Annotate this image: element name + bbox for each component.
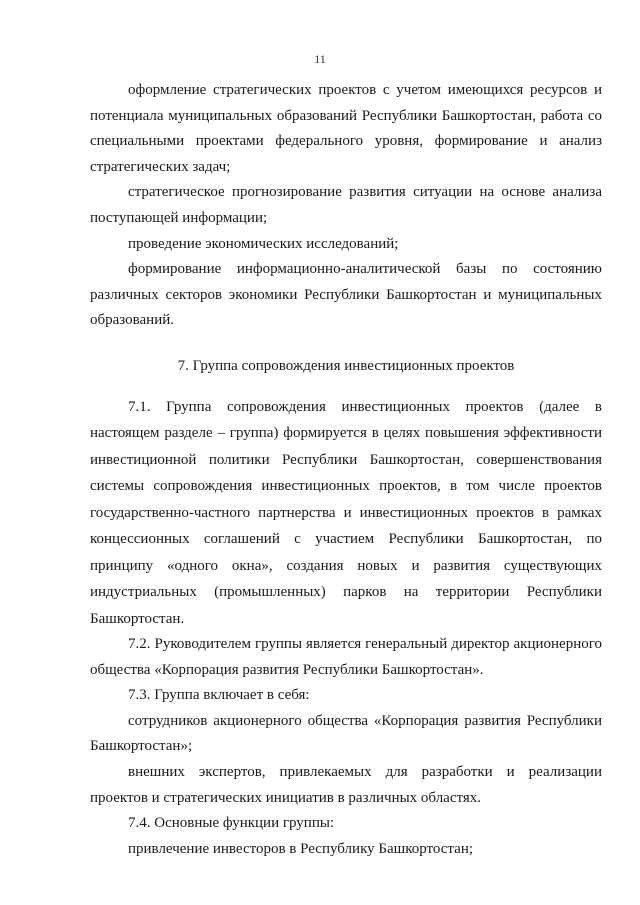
paragraph: оформление стратегических проектов с учетом имеющихся ресурсов и потенциала муниципальных образований Республики Башкортостан, работа со специальными проектами федерального уровня, формирование и анализ стратегических задач; bbox=[90, 82, 602, 175]
paragraph: стратегическое прогнозирование развития ситуации на основе анализа поступающей информации; bbox=[90, 184, 602, 226]
paragraph: внешних экспертов, привлекаемых для разработки и реализации проектов и стратегических инициатив в различных областях. bbox=[90, 764, 602, 806]
section-heading: 7. Группа сопровождения инвестиционных проектов bbox=[177, 357, 515, 374]
paragraph: 7.4. Основные функции группы: bbox=[128, 815, 335, 832]
paragraph: 7.2. Руководителем группы является генеральный директор акционерного общества «Корпорация развития Республики Башкортостан». bbox=[90, 636, 602, 678]
paragraph: 7.3. Группа включает в себя: bbox=[128, 687, 310, 704]
paragraph: 7.1. Группа сопровождения инвестиционных проектов (далее в настоящем разделе – группа) формируется в целях повышения эффективности инвестиционной политики Республики Башкортостан, совершенствования системы сопровождения инвестиционных проектов, в том числе проектов государственно-частного партнерства и инвестиционных проектов в рамках концессионных соглашений с участием Республики Башкортостан, по принципу «одного окна», создания новых и развития существующих индустриальных (промышленных) парков на территории Республики Башкортостан. bbox=[90, 398, 602, 627]
paragraph: привлечение инвесторов в Республику Башкортостан; bbox=[128, 840, 474, 857]
document-body bbox=[90, 78, 602, 862]
paragraph: формирование информационно-аналитической базы по состоянию различных секторов экономики Республики Башкортостан и муниципальных образований. bbox=[90, 261, 602, 329]
paragraph: сотрудников акционерного общества «Корпорация развития Республики Башкортостан»; bbox=[90, 712, 602, 755]
paragraph: проведение экономических исследований; bbox=[128, 235, 399, 252]
page-number: 11 bbox=[314, 52, 326, 66]
